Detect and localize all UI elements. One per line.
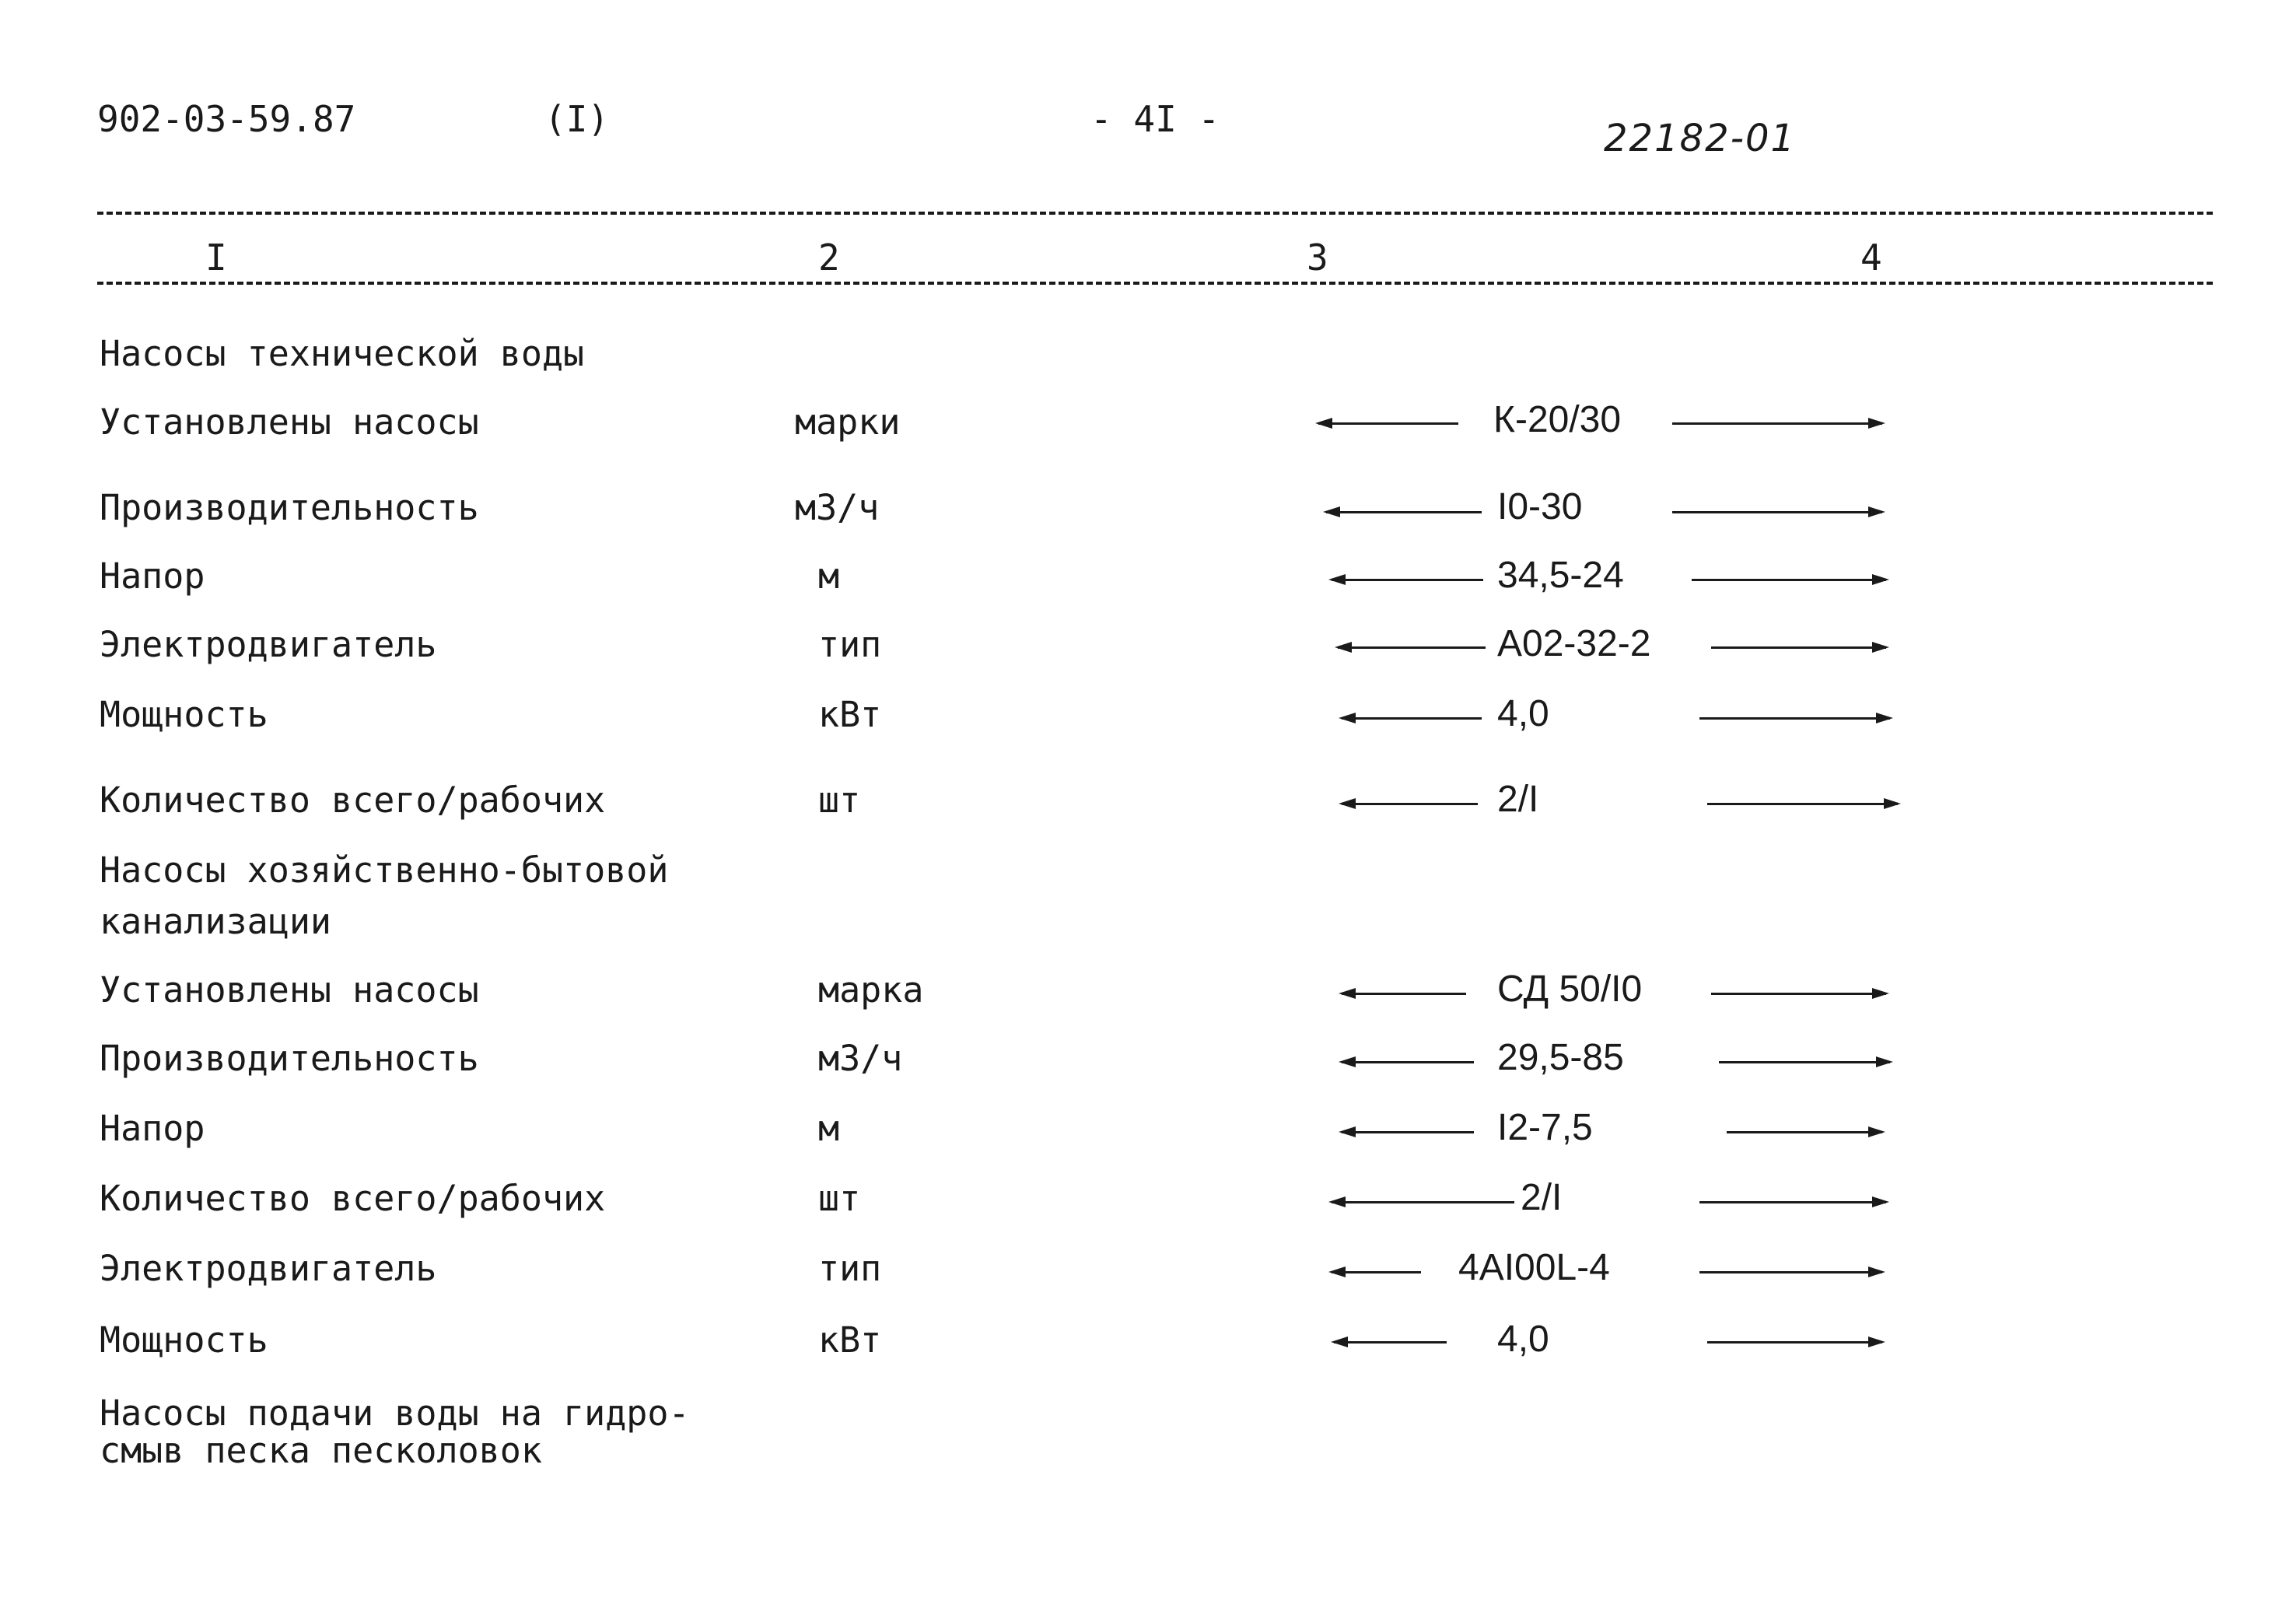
row-label: Установлены насосы [100, 969, 479, 1011]
section-title: Насосы хозяйственно-бытовой [100, 850, 669, 891]
arrow-right [1672, 422, 1882, 425]
row-label: Производительность [100, 487, 479, 528]
arrow-right [1707, 1341, 1882, 1344]
arrow-right [1727, 1131, 1882, 1133]
row-label: Производительность [100, 1038, 479, 1079]
row-unit: м3/ч [818, 1038, 903, 1079]
arrow-right [1692, 579, 1886, 581]
table-top-rule [97, 212, 2213, 215]
arrow-right [1699, 1201, 1886, 1203]
arrow-right [1672, 511, 1882, 513]
arrow-left [1342, 1061, 1474, 1063]
document-code: 902-03-59.87 [97, 98, 356, 140]
arrow-left [1326, 511, 1482, 513]
row-unit: м3/ч [795, 487, 880, 528]
row-value: I0-30 [1497, 486, 1583, 527]
row-unit: кВт [818, 694, 882, 735]
row-label: Установлены насосы [100, 401, 479, 443]
arrow-left [1342, 717, 1482, 720]
arrow-right [1699, 1271, 1882, 1273]
row-label: Электродвигатель [100, 624, 437, 665]
table-header-rule [97, 282, 2213, 285]
row-value: 2/I [1521, 1177, 1563, 1218]
row-value: I2-7,5 [1497, 1107, 1593, 1148]
part-number: (I) [544, 98, 610, 140]
section-title: Насосы технической воды [100, 333, 585, 374]
arrow-left [1318, 422, 1458, 425]
arrow-right [1707, 803, 1898, 805]
row-value: СД 50/I0 [1497, 969, 1643, 1010]
row-label: Количество всего/рабочих [100, 1178, 606, 1219]
row-unit: кВт [818, 1319, 882, 1361]
arrow-left [1332, 579, 1483, 581]
row-value: А02-32-2 [1497, 623, 1651, 664]
row-label: Мощность [100, 694, 268, 735]
arrow-right [1711, 993, 1886, 995]
row-value: 4,0 [1497, 1319, 1549, 1360]
arrow-left [1342, 1131, 1474, 1133]
section-title: Насосы подачи воды на гидро- [100, 1393, 690, 1434]
arrow-left [1334, 1341, 1447, 1344]
section-title-continued: канализации [100, 901, 332, 942]
arrow-right [1711, 646, 1886, 649]
row-unit: м [818, 1108, 840, 1149]
page-number: - 4I - [1090, 98, 1220, 140]
row-unit: тип [818, 624, 882, 665]
row-value: 4,0 [1497, 693, 1549, 734]
row-label: Количество всего/рабочих [100, 779, 606, 821]
row-label: Напор [100, 555, 205, 597]
registration-number: 22182-01 [1604, 117, 1797, 160]
row-unit: марки [795, 401, 901, 443]
arrow-right [1719, 1061, 1890, 1063]
row-value: 34,5-24 [1497, 555, 1624, 596]
section-title-continued: смыв песка песколовок [100, 1430, 542, 1471]
arrow-right [1699, 717, 1890, 720]
arrow-left [1342, 993, 1466, 995]
row-unit: м [818, 555, 840, 597]
row-value: 4АI00L-4 [1458, 1247, 1610, 1288]
row-label: Напор [100, 1108, 205, 1149]
row-value: 2/I [1497, 779, 1539, 820]
row-value: К-20/30 [1493, 399, 1622, 440]
row-label: Мощность [100, 1319, 268, 1361]
column-number-4: 4 [1860, 236, 1882, 279]
column-number-2: 2 [818, 236, 840, 279]
row-value: 29,5-85 [1497, 1037, 1624, 1078]
arrow-left [1338, 646, 1486, 649]
column-number-1: I [205, 236, 227, 279]
row-unit: марка [818, 969, 924, 1011]
arrow-left [1342, 803, 1478, 805]
arrow-left [1332, 1201, 1514, 1203]
row-unit: шт [818, 779, 861, 821]
column-number-3: 3 [1307, 236, 1328, 279]
row-unit: тип [818, 1248, 882, 1289]
row-unit: шт [818, 1178, 861, 1219]
row-label: Электродвигатель [100, 1248, 437, 1289]
arrow-left [1332, 1271, 1421, 1273]
